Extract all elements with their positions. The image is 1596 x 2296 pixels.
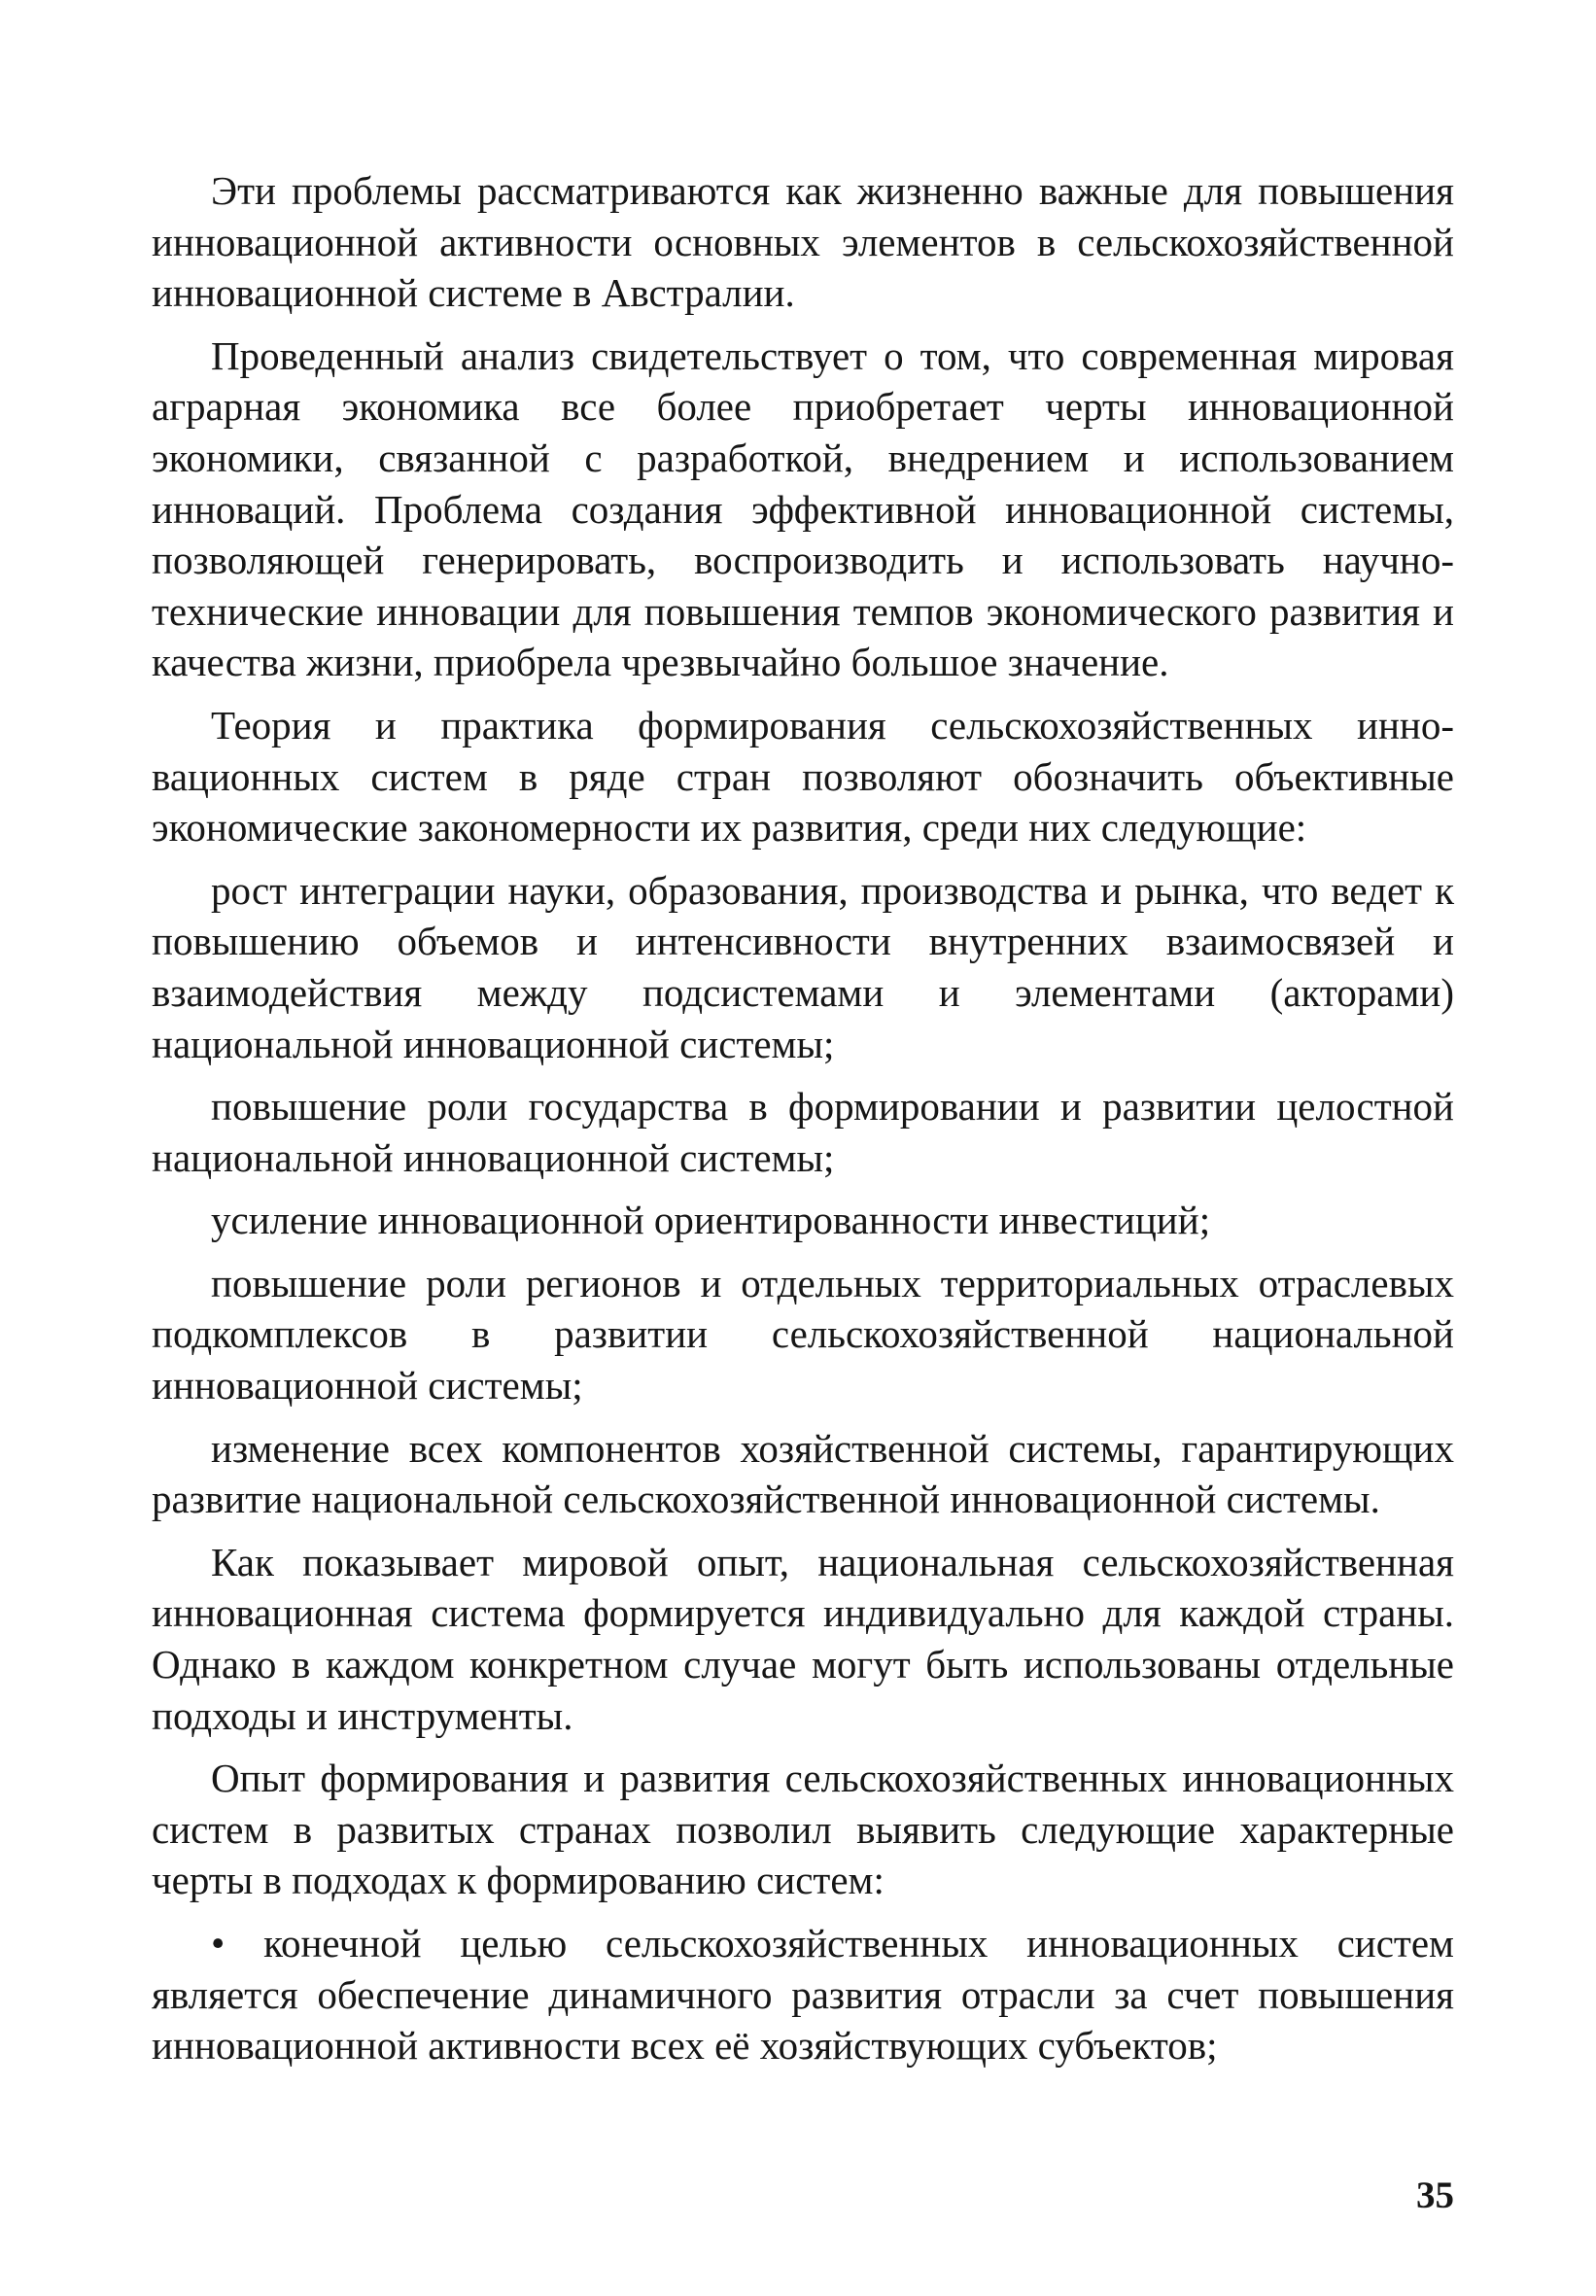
paragraph-developed-countries: Опыт формирования и развития сельскохозяйственных инновационных систем в развитых странах позволил выявить следующие характерные черты в подходах к формированию систем: [152,1756,1454,1903]
list-item-investment-orientation: усиление инновационной ориентированности инвестиций; [211,1198,1211,1243]
list-item-regions-role: повышение роли регионов и отдельных территориальных отраслевых подкомплексов в развитии сельскохозяйственной национальной инновационной системы; [152,1260,1454,1409]
bullet-item-final-goal: • конечной целью сельскохозяйственных инновационных систем является обеспечение динамичного развития отрасли за счет повышения инновационной активности всех её хозяйствующих субъектов; [152,1921,1454,2069]
paragraph-australia-problems: Эти проблемы рассматриваются как жизненно важные для повышения инновационной активности основных элементов в сельскохозяйственной инновационной системе в Австралии. [152,168,1454,316]
paragraph-theory-practice: Теория и практика формирования сельскохозяйственных инновационных систем в ряде стран позволяют обозначить объективные экономические закономерности их развития, среди них следующие: [152,702,1454,851]
page-body [152,165,1454,2071]
page-number: 35 [1416,2174,1454,2216]
paragraph-analysis: Проведенный анализ свидетельствует о том, что современная мировая аграрная экономика все более приобретает черты инновационной экономики, связанной с разработкой, внедрением и использованием инноваций. Проблема создания эффективной инновационной системы, позволяющей генерировать, воспроизводить и использовать научно-технические инновации для повышения темпов экономического развития и качества жизни, приобрела чрезвычайно большое значение. [152,332,1454,685]
list-item-components-change: изменение всех компонентов хозяйственной системы, гарантирующих развитие национальной сельскохозяйственной инновационной системы. [152,1425,1454,1522]
list-item-integration-growth: рост интеграции науки, образования, производства и рынка, что ведет к повышению объемов и интенсивности внутренних взаимосвязей и взаимодействия между подсистемами и элементами (акторами) национальной инновационной системы; [152,867,1454,1066]
list-item-state-role: повышение роли государства в формировании и развитии целостной национальной инновационной системы; [152,1084,1454,1180]
paragraph-world-experience: Как показывает мировой опыт, национальная сельскохозяйственная инновационная система формируется индивидуально для каждой страны. Однако в каждом конкретном случае могут быть использованы отдельные подходы и инструменты. [152,1539,1454,1738]
